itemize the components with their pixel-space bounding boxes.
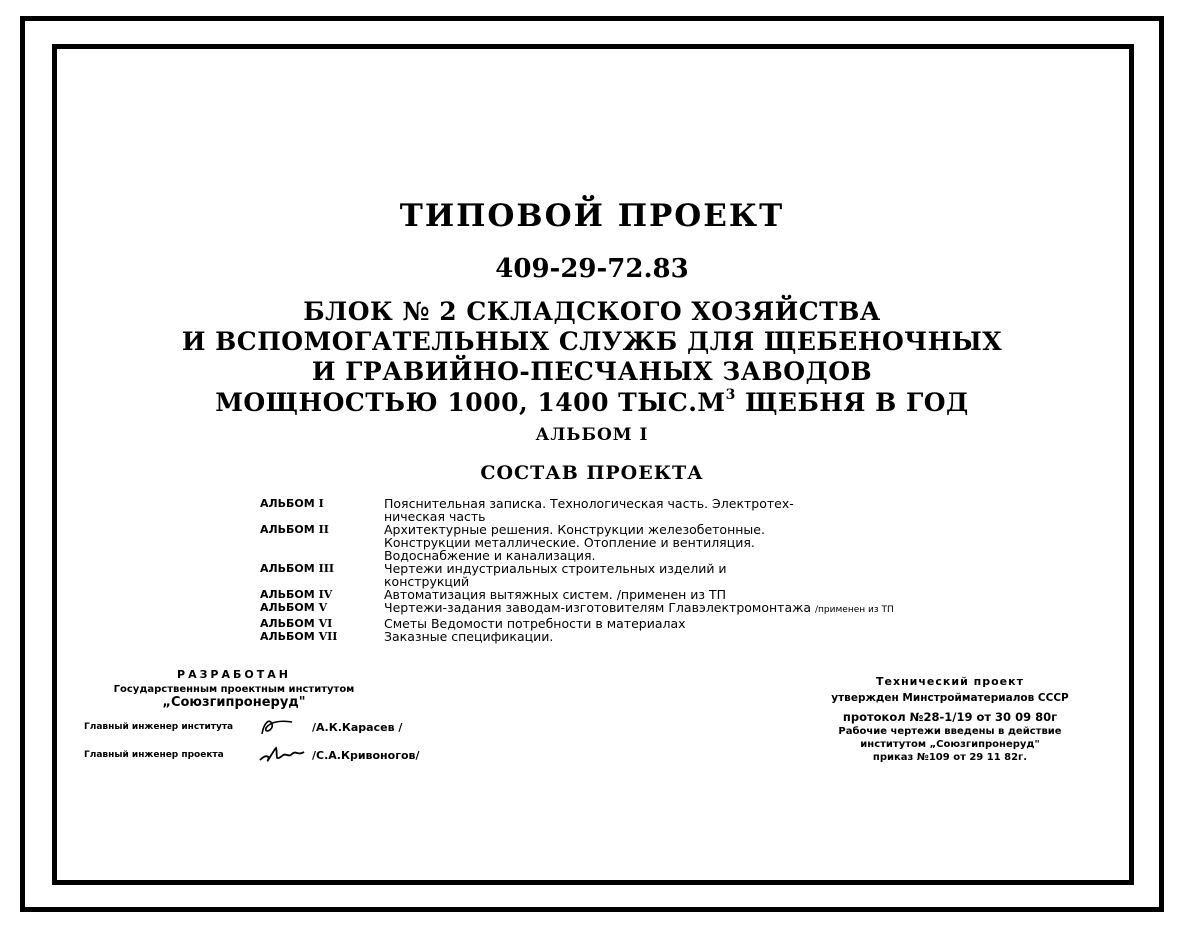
album-number: V	[318, 601, 328, 614]
album-description: Чертежи индустриальных строительных изделий и конструкций	[384, 561, 727, 589]
album-number: VII	[318, 630, 338, 643]
cubic-superscript: 3	[725, 387, 736, 403]
album-note: /применен из ТП	[815, 605, 894, 615]
album-description: Архитектурные решения. Конструкции железобетонные. Конструкции металлические. Отопление и вентиляция. Водоснабжение и канализация.	[384, 522, 765, 563]
album-word: АЛЬБОМ	[260, 617, 315, 630]
album-word: АЛЬБОМ	[260, 588, 315, 601]
institute-line: Государственным проектным институтом	[113, 684, 355, 695]
approval-line-2: утвержден Минстройматериалов СССР	[831, 692, 1069, 704]
album-word: АЛЬБОМ	[260, 601, 315, 614]
subtitle-line-1: БЛОК № 2 СКЛАДСКОГО ХОЗЯЙСТВА	[303, 297, 881, 326]
list-item	[260, 497, 1020, 523]
album-number: IV	[318, 588, 333, 601]
subtitle-line-4-part-b: ЩЕБНЯ В ГОД	[735, 388, 969, 417]
album-number: I	[318, 497, 324, 510]
album-word: АЛЬБОМ	[260, 497, 315, 510]
album-number: VI	[318, 617, 333, 630]
approval-block	[800, 675, 1100, 763]
list-item	[260, 630, 1020, 643]
album-description: Заказные спецификации.	[384, 629, 554, 644]
subtitle-line-3: И ГРАВИЙНО-ПЕСЧАНЫХ ЗАВОДОВ	[311, 357, 873, 386]
signature-icon	[256, 744, 312, 766]
developer-block	[84, 668, 424, 766]
album-number: II	[318, 523, 329, 536]
subtitle-line-4	[0, 387, 1184, 417]
person-name: /А.К.Карасев /	[312, 720, 403, 734]
album-description: Сметы Ведомости потребности в материалах	[384, 616, 686, 631]
contents-list	[260, 497, 1020, 643]
signature-row	[84, 716, 424, 738]
subtitle-line-4-part-a: МОЩНОСТЬЮ 1000, 1400 ТЫС.М	[215, 388, 726, 417]
institute-name: „Союзгипронеруд"	[162, 695, 306, 710]
signature-icon	[256, 716, 312, 738]
role-label: Главный инженер проекта	[84, 750, 224, 760]
album-word: АЛЬБОМ	[260, 630, 315, 643]
album-description: Чертежи-задания заводам-изготовителям Главэлектромонтажа	[384, 600, 812, 615]
approval-line-5: институтом „Союзгипронеруд"	[860, 739, 1040, 750]
approval-line-4: Рабочие чертежи введены в действие	[838, 726, 1062, 737]
album-description: Пояснительная записка. Технологическая часть. Электротех- ническая часть	[384, 496, 794, 524]
list-item	[260, 562, 1020, 588]
album-word: АЛЬБОМ	[260, 562, 315, 575]
approval-line-3: протокол №28-1/19 от 30 09 80г	[842, 710, 1058, 724]
signature-row	[84, 744, 424, 766]
list-item	[260, 601, 1020, 617]
album-number: III	[318, 562, 334, 575]
list-item	[260, 617, 1020, 630]
person-name: /С.А.Кривоногов/	[312, 748, 420, 762]
album-label: АЛЬБОМ I	[535, 425, 649, 445]
approval-line-6: приказ №109 от 29 11 82г.	[872, 752, 1028, 763]
contents-heading: СОСТАВ ПРОЕКТА	[480, 462, 704, 484]
list-item	[260, 523, 1020, 562]
project-code: 409-29-72.83	[495, 254, 689, 284]
developer-heading: РАЗРАБОТАН	[177, 668, 291, 681]
role-label: Главный инженер института	[84, 722, 234, 732]
album-word: АЛЬБОМ	[260, 523, 315, 536]
subtitle-line-2: И ВСПОМОГАТЕЛЬНЫХ СЛУЖБ ДЛЯ ЩЕБЕНОЧНЫХ	[181, 327, 1003, 356]
document-title: ТИПОВОЙ ПРОЕКТ	[399, 198, 785, 234]
album-description: Автоматизация вытяжных систем. /применен из ТП	[384, 587, 727, 602]
approval-line-1: Технический проект	[876, 675, 1024, 688]
